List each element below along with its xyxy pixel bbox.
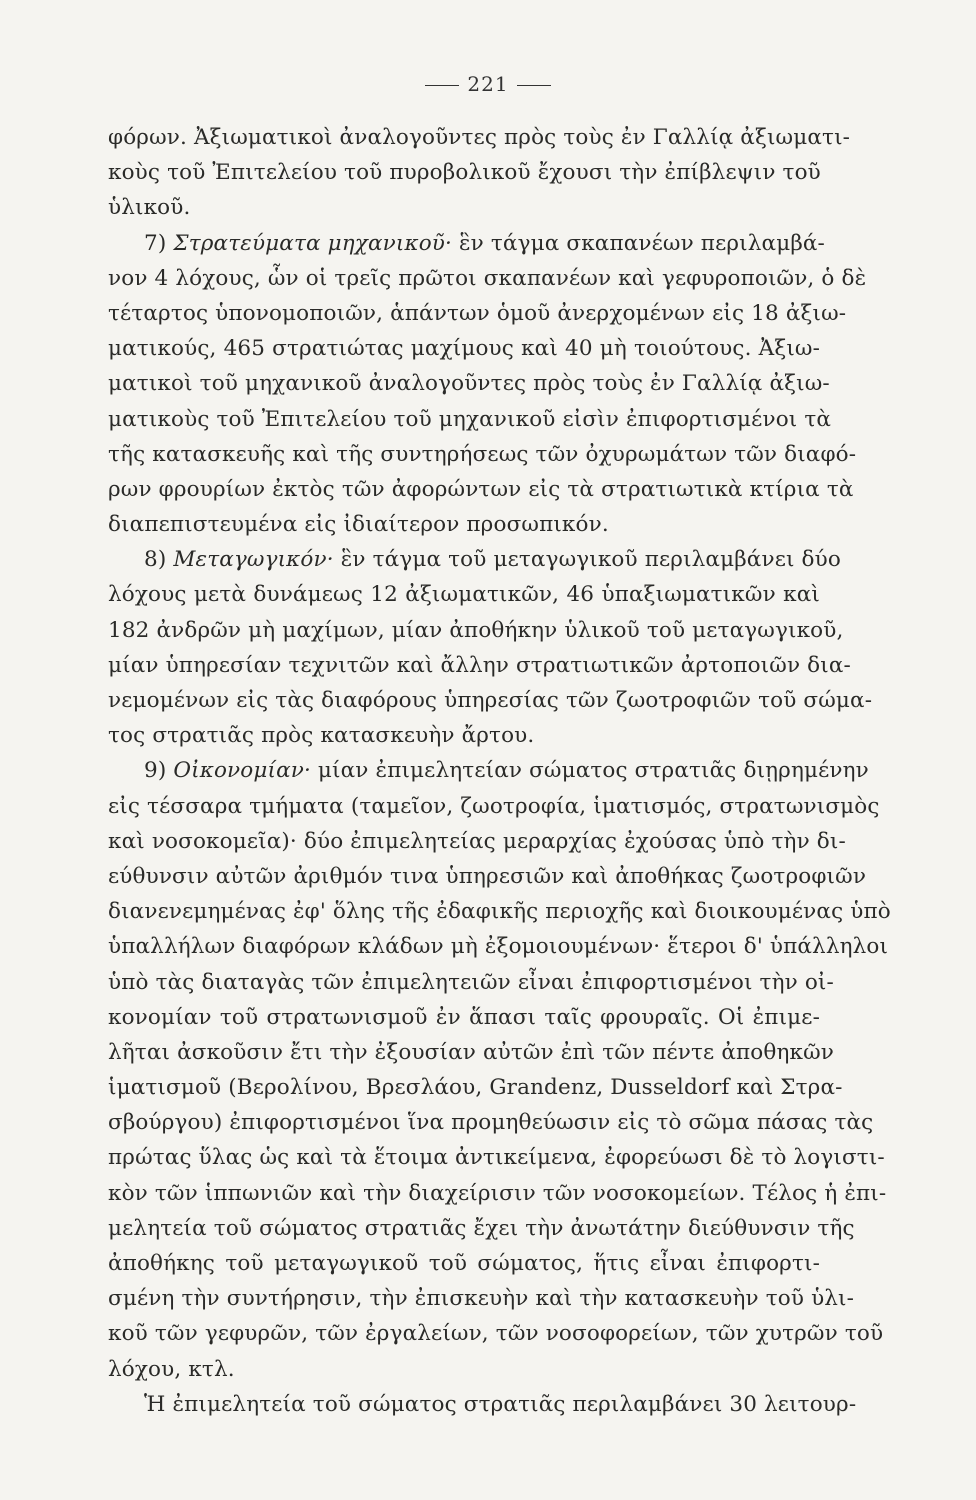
text-line-31: κὸν τῶν ἱππωνιῶν καὶ τὴν διαχείρισιν τῶν νοσοκομείων. Τέλος ἡ ἐπι- [108, 1180, 887, 1206]
text-line-26: κονομίαν τοῦ στρατωνισμοῦ ἐν ἅπασι ταῖς φρουραῖς. Οἱ ἐπιμε- [108, 1004, 820, 1030]
section-7-number: 7) [144, 230, 174, 256]
text-line-17: νεμομένων εἰς τὰς διαφόρους ὑπηρεσίας τῶν ζωοτροφιῶν τοῦ σώμα- [108, 688, 873, 713]
text-line-32: μελητεία τοῦ σώματος στρατιᾶς ἔχει τὴν ἀνωτάτην διεύθυνσιν τῆς [108, 1215, 855, 1241]
text-line-7: ματικούς, 465 στρατιώτας μαχίμους καὶ 40 μὴ τοιούτους. Ἀξιω- [108, 336, 820, 362]
page-header [0, 72, 976, 96]
text-line-33: ἀποθήκης τοῦ μεταγωγικοῦ τοῦ σώματος, ἥτις εἶναι ἐπιφορτι- [108, 1251, 820, 1276]
text-line-10: τῆς κατασκευῆς καὶ τῆς συντηρήσεως τῶν ὀχυρωμάτων τῶν διαφό- [108, 441, 857, 467]
text-line-20: εἰς τέσσαρα τμήματα (ταμεῖον, ζωοτροφία, ἱματισμός, στρατωνισμὸς [108, 793, 880, 819]
text-line-12: διαπεπιστευμένα εἰς ἰδιαίτερον προσωπικόν. [108, 512, 609, 538]
text-line-11: ρων φρουρίων ἐκτὸς τῶν ἀφορώντων εἰς τὰ στρατιωτικὰ κτίρια τὰ [108, 476, 854, 502]
text-line-6: τέταρτος ὑπονομοποιῶν, ἁπάντων ὁμοῦ ἀνερχομένων εἰς 18 ἀξιω- [108, 300, 847, 326]
text-line-8: ματικοὶ τοῦ μηχανικοῦ ἀναλογοῦντες πρὸς τοὺς ἐν Γαλλίᾳ ἀξιω- [108, 371, 830, 397]
section-8-heading-line [108, 542, 841, 577]
text-line-3: ὑλικοῦ. [108, 195, 191, 221]
section-9-text: μίαν ἐπιμελητείαν σώματος στρατιᾶς διῃρημένην [310, 758, 869, 784]
section-7-heading-line [108, 226, 825, 261]
section-9-heading-line [108, 753, 869, 788]
text-line-35: κοῦ τῶν γεφυρῶν, τῶν ἐργαλείων, τῶν νοσοφορείων, τῶν χυτρῶν τοῦ [108, 1321, 884, 1347]
text-line-18: τος στρατιᾶς πρὸς κατασκευὴν ἄρτου. [108, 723, 535, 749]
text-line-14: λόχους μετὰ δυνάμεως 12 ἀξιωματικῶν, 46 ὑπαξιωματικῶν καὶ [108, 582, 820, 608]
text-line-34: σμένη τὴν συντήρησιν, τὴν ἐπισκευὴν καὶ τὴν κατασκευὴν τοῦ ὑλι- [108, 1286, 855, 1312]
text-line-28: ἱματισμοῦ (Βερολίνου, Βρεσλάου, Grandenz, Dusseldorf καὶ Στρα- [108, 1075, 843, 1101]
text-line-37: Ἡ ἐπιμελητεία τοῦ σώματος στρατιᾶς περιλαμβάνει 30 λειτουρ- [144, 1391, 857, 1417]
text-line-16: μίαν ὑπηρεσίαν τεχνιτῶν καὶ ἄλλην στρατιωτικῶν ἀρτοποιῶν δια- [108, 652, 851, 678]
text-line-30: πρώτας ὕλας ὡς καὶ τὰ ἕτοιμα ἀντικείμενα, ἐφορεύωσι δὲ τὸ λογιστι- [108, 1145, 885, 1171]
section-8-title: Μεταγωγικόν· [173, 547, 334, 573]
text-line-21: καὶ νοσοκομεῖα)· δύο ἐπιμελητείας μεραρχίας ἐχούσας ὑπὸ τὴν δι- [108, 828, 846, 854]
section-8-text: ἓν τάγμα τοῦ μεταγωγικοῦ περιλαμβάνει δύο [333, 547, 841, 573]
text-line-2: κοὺς τοῦ Ἐπιτελείου τοῦ πυροβολικοῦ ἔχουσι τὴν ἐπίβλεψιν τοῦ [108, 160, 821, 186]
section-8-number: 8) [144, 547, 174, 573]
text-line-15: 182 ἀνδρῶν μὴ μαχίμων, μίαν ἀποθήκην ὑλικοῦ τοῦ μεταγωγικοῦ, [108, 617, 844, 643]
section-7-title: Στρατεύματα μηχανικοῦ· [173, 230, 453, 256]
text-line-1: φόρων. Ἀξιωματικοὶ ἀναλογοῦντες πρὸς τοὺς ἐν Γαλλίᾳ ἀξιωματι- [108, 125, 851, 150]
text-line-24: ὑπαλλήλων διαφόρων κλάδων μὴ ἐξομοιουμένων· ἕτεροι δ' ὑπάλληλοι [108, 934, 889, 960]
header-dash-right [517, 85, 551, 86]
text-line-36: λόχου, κτλ. [108, 1356, 235, 1382]
text-line-9: ματικοὺς τοῦ Ἐπιτελείου τοῦ μηχανικοῦ εἰσὶν ἐπιφορτισμένοι τὰ [108, 406, 832, 432]
section-9-number: 9) [144, 758, 174, 784]
text-line-22: εύθυνσιν αὐτῶν ἀριθμόν τινα ὑπηρεσιῶν καὶ ἀποθήκας ζωοτροφιῶν [108, 863, 867, 889]
section-9-title: Οἰκονομίαν· [173, 758, 311, 784]
text-line-5: νον 4 λόχους, ὧν οἱ τρεῖς πρῶτοι σκαπανέων καὶ γεφυροποιῶν, ὁ δὲ [108, 265, 867, 291]
text-line-27: λῆται ἀσκοῦσιν ἔτι τὴν ἐξουσίαν αὐτῶν ἐπὶ τῶν πέντε ἀποθηκῶν [108, 1039, 834, 1065]
text-line-25: ὑπὸ τὰς διαταγὰς τῶν ἐπιμελητειῶν εἶναι ἐπιφορτισμένοι τὴν οἰ- [108, 969, 834, 995]
section-7-text: ἓν τάγμα σκαπανέων περιλαμβά- [452, 230, 825, 256]
text-line-23: διανενεμημένας ἐφ' ὅλης τῆς ἐδαφικῆς περιοχῆς καὶ διοικουμένας ὑπὸ [108, 899, 891, 925]
header-dash-left [425, 85, 459, 86]
body-text [108, 120, 891, 1422]
page-number: 221 [467, 72, 509, 96]
text-line-29: σβούργου) ἐπιφορτισμένοι ἵνα προμηθεύωσιν εἰς τὸ σῶμα πάσας τὰς [108, 1110, 874, 1136]
